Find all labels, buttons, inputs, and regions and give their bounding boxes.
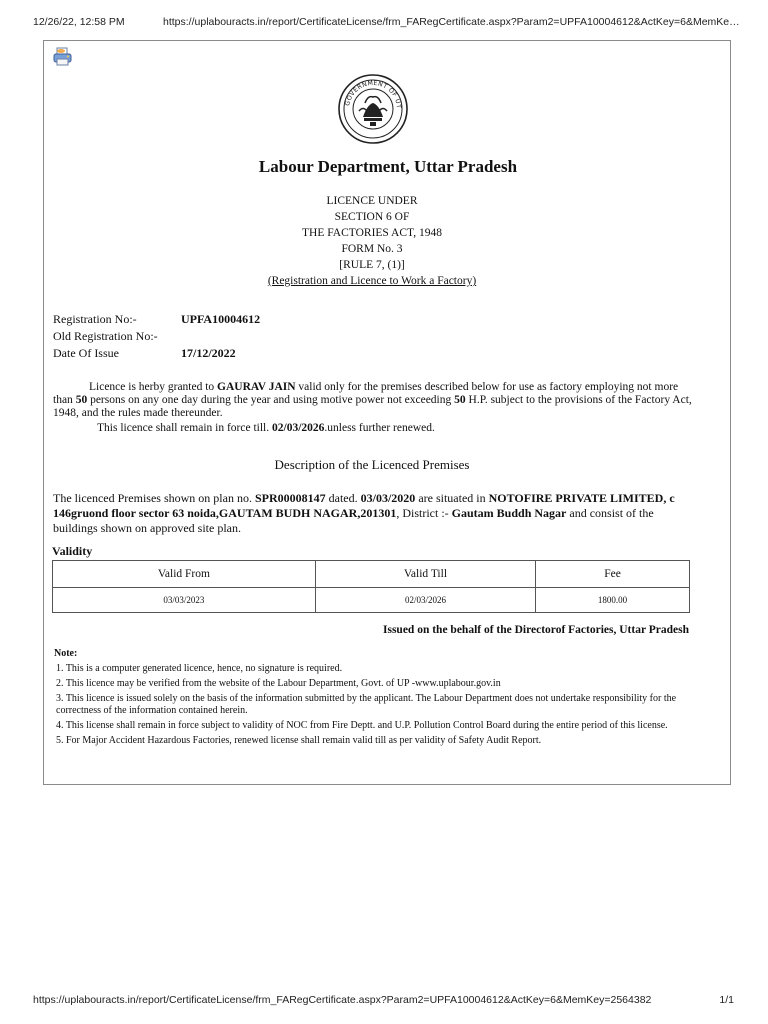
licence-heading xyxy=(44,193,700,289)
note-item: 5. For Major Accident Hazardous Factories, renewed license shall remain valid till as per validity of Safety Audit Report. xyxy=(56,735,542,746)
note-item: 1. This is a computer generated licence, hence, no signature is required. xyxy=(56,663,343,674)
old-registration-row xyxy=(53,328,260,345)
premises-address: NOTOFIRE PRIVATE LIMITED, c 146gruond floor sector 63 noida,GAUTAM BUDH NAGAR,201301 xyxy=(53,491,675,520)
licence-heading-line: SECTION 6 OF xyxy=(334,211,410,223)
licensee-name: GAURAV JAIN xyxy=(217,381,296,393)
licence-heading-line: LICENCE UNDER xyxy=(326,195,418,207)
registration-details xyxy=(53,311,260,362)
old-registration-label: Old Registration No:- xyxy=(53,329,158,343)
table-row xyxy=(53,588,690,613)
max-persons: 50 xyxy=(75,394,88,406)
page-number: 1/1 xyxy=(719,994,734,1006)
premises-heading: Description of the Licenced Premises xyxy=(274,457,470,472)
validity-header-row xyxy=(53,561,690,588)
licence-heading-line: [RULE 7, (1)] xyxy=(339,259,405,271)
validity-table xyxy=(52,560,690,613)
printer-icon[interactable] xyxy=(52,47,74,67)
print-timestamp: 12/26/22, 12:58 PM xyxy=(33,16,125,28)
plan-number: SPR00008147 xyxy=(254,491,326,505)
valid-till-cell: 02/03/2026 xyxy=(315,588,535,613)
registration-no-value: UPFA10004612 xyxy=(181,312,261,326)
up-government-emblem-icon xyxy=(337,73,409,145)
print-header-url: https://uplabouracts.in/report/CertificateLicense/frm_FARegCertificate.aspx?Param2=UPFA10004612&ActKey=6&MemKe… xyxy=(163,16,740,28)
district-name: Gautam Buddh Nagar xyxy=(451,506,567,520)
valid-from-cell: 03/03/2023 xyxy=(53,588,316,613)
print-footer-url: https://uplabouracts.in/report/CertificateLicense/frm_FARegCertificate.aspx?Param2=UPFA10004612&ActKey=6&MemKey=2564382 xyxy=(33,994,652,1006)
print-header xyxy=(0,0,768,40)
licence-heading-line: FORM No. 3 xyxy=(341,243,403,255)
fee-header: Fee xyxy=(536,561,690,588)
date-of-issue-label: Date Of Issue xyxy=(53,346,119,360)
issued-by: Issued on the behalf of the Directorof Factories, Uttar Pradesh xyxy=(383,624,689,636)
licence-grant-text: Licence is herby granted to GAURAV JAIN valid only for the premises described below for use as factory employing not more than 50 persons on any one day during the year and using motive power not exceeding 50 H.P. subject to the provisions of the Factory Act, 1948, and the rules made thereunder. xyxy=(53,381,692,419)
registration-no-label: Registration No:- xyxy=(53,312,137,326)
notes-title: Note: xyxy=(54,648,78,659)
licence-paragraph xyxy=(53,381,693,435)
certificate-panel xyxy=(43,40,731,785)
premises-description: The licenced Premises shown on plan no. SPR00008147 dated. 03/03/2020 are situated in NOTOFIRE PRIVATE LIMITED, c 146gruond floor sector 63 noida,GAUTAM BUDH NAGAR,201301, District :- Gautam Buddh Nagar and consist of the buildings shown on approved site plan. xyxy=(53,491,675,535)
valid-till-header: Valid Till xyxy=(315,561,535,588)
licence-heading-line: THE FACTORIES ACT, 1948 xyxy=(302,227,442,239)
note-item: 3. This licence is issued solely on the basis of the information submitted by the applicant. The Labour Department does not undertake responsibility for the correctness of the information contained herein. xyxy=(56,693,677,716)
date-of-issue-row xyxy=(53,345,260,362)
licence-heading-subtitle: (Registration and Licence to Work a Factory) xyxy=(267,275,477,287)
fee-cell: 1800.00 xyxy=(536,588,690,613)
note-item: 4. This license shall remain in force subject to validity of NOC from Fire Deptt. and U.P. Pollution Control Board during the entire period of this license. xyxy=(56,720,668,731)
page-title: Labour Department, Uttar Pradesh xyxy=(258,157,518,176)
validity-label: Validity xyxy=(52,544,93,558)
notes-section xyxy=(54,648,694,750)
valid-from-header: Valid From xyxy=(53,561,316,588)
plan-date: 03/03/2020 xyxy=(360,491,416,505)
svg-text:GOVERNMENT OF UTTAR PRADESH: GOVERNMENT OF UT xyxy=(344,79,403,109)
licence-validity-text: This licence shall remain in force till. 02/03/2026.unless further renewed. xyxy=(97,422,435,434)
registration-row xyxy=(53,311,260,328)
max-hp: 50 xyxy=(454,394,466,406)
print-footer xyxy=(0,988,768,1018)
licence-valid-till: 02/03/2026 xyxy=(272,422,325,434)
note-item: 2. This licence may be verified from the website of the Labour Department, Govt. of UP -www.uplabour.gov.in xyxy=(56,678,501,689)
date-of-issue-value: 17/12/2022 xyxy=(181,346,236,360)
